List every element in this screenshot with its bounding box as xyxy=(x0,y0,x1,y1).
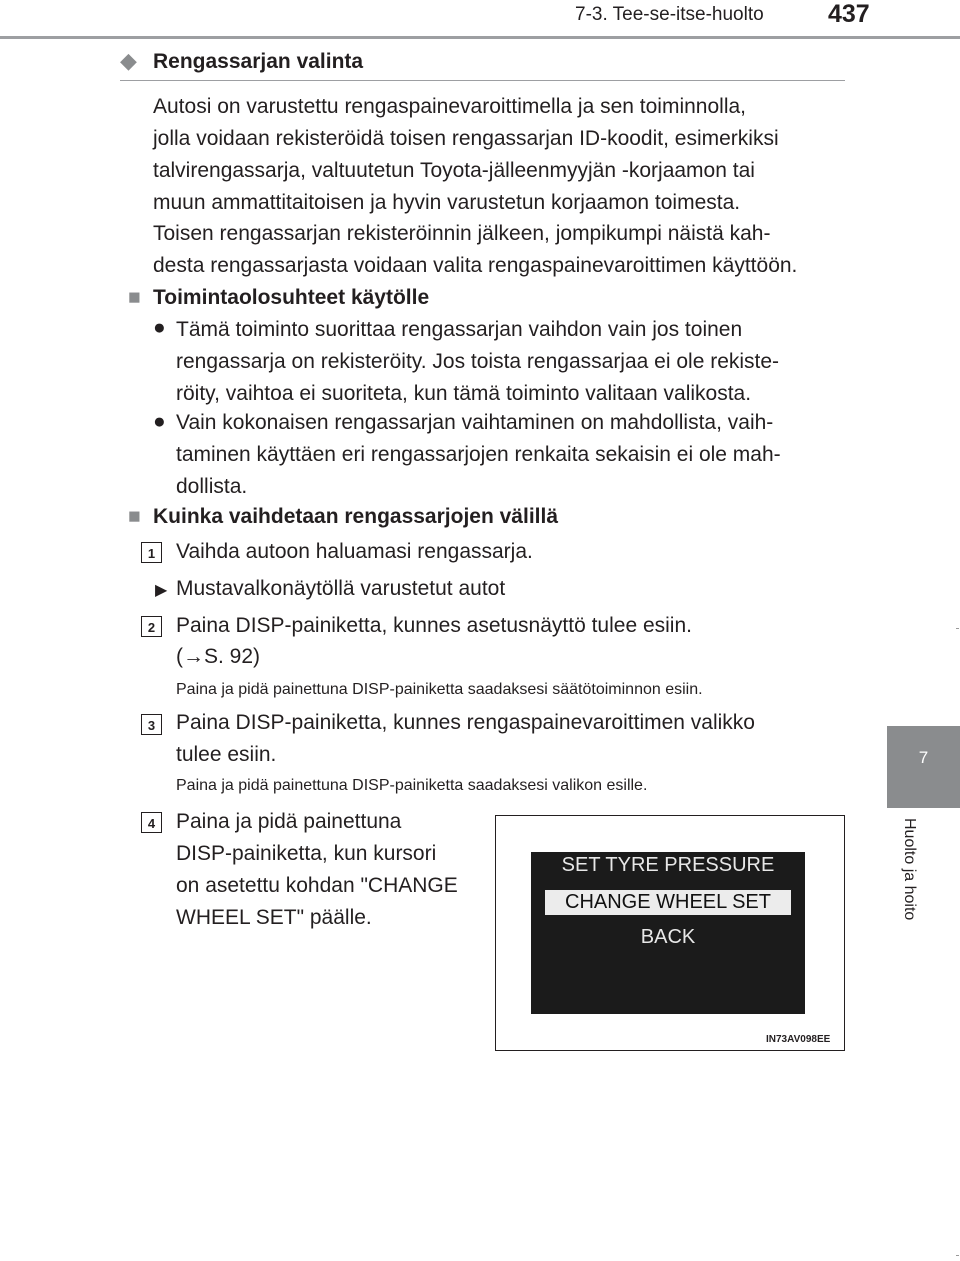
text-line: tulee esiin. xyxy=(176,743,277,766)
chapter-title: Huolto ja hoito xyxy=(901,818,918,921)
text-line: desta rengassarjasta voidaan valita rengaspainevaroittimen käyttöön. xyxy=(153,254,798,277)
square-bullet-icon: ■ xyxy=(128,505,141,528)
condition-bullet-2 xyxy=(176,407,838,503)
howto-heading: Kuinka vaihdetaan rengassarjojen välillä xyxy=(153,505,558,528)
text-line: Tämä toiminto suorittaa rengassarjan vaihdon vain jos toinen xyxy=(176,318,743,341)
section-title: Rengassarjan valinta xyxy=(153,50,364,73)
text-line: Paina DISP-painiketta, kunnes rengaspainevaroittimen valikko xyxy=(176,711,755,734)
intro-paragraph-2 xyxy=(153,218,838,282)
text-line: röity, vaihtoa ei suoriteta, kun tämä toiminto valitaan valikosta. xyxy=(176,382,752,405)
text-line: on asetettu kohdan "CHANGE xyxy=(176,874,458,897)
step-number-2: 2 xyxy=(141,616,162,637)
step-1-text: Vaihda autoon haluamasi rengassarja. xyxy=(176,540,533,563)
figure-code: IN73AV098EE xyxy=(766,1034,831,1045)
dot-bullet-icon: ● xyxy=(153,316,166,339)
arrow-right-icon: ▶ xyxy=(155,582,168,599)
step-number-4: 4 xyxy=(141,812,162,833)
text-line: muun ammattitaitoisen ja hyvin varustetun korjaamon toimesta. xyxy=(153,191,741,214)
text-line: DISP-painiketta, kun kursori xyxy=(176,842,437,865)
chapter-tab xyxy=(887,726,960,808)
diamond-icon: ◆ xyxy=(120,48,137,73)
text-line: taminen käyttäen eri rengassarjojen renkaita sekaisin ei ole mah- xyxy=(176,443,781,466)
step-3-note: Paina ja pidä painettuna DISP-painiketta saadaksesi valikon esille. xyxy=(176,777,648,794)
edge-tick xyxy=(956,1255,959,1256)
text-line: talvirengassarja, valtuutetun Toyota-jälleenmyyjän -korjaamon tai xyxy=(153,159,755,182)
page-number: 437 xyxy=(828,0,870,28)
header-divider xyxy=(0,36,960,39)
text-line: rengassarja on rekisteröity. Jos toista rengassarjaa ei ole rekiste- xyxy=(176,350,780,373)
running-header-section: 7-3. Tee-se-itse-huolto xyxy=(575,4,764,25)
chapter-number: 7 xyxy=(918,748,929,767)
display-screen xyxy=(531,852,805,1014)
intro-paragraph-1 xyxy=(153,91,838,219)
menu-item-change-wheel-set-selected: CHANGE WHEEL SET xyxy=(545,890,791,915)
step-number-1: 1 xyxy=(141,542,162,563)
title-divider xyxy=(120,80,845,81)
step-4-text xyxy=(176,806,476,934)
dot-bullet-icon: ● xyxy=(153,410,166,433)
step-number-3: 3 xyxy=(141,714,162,735)
text-line: Paina ja pidä painettuna xyxy=(176,810,402,833)
step-2-note: Paina ja pidä painettuna DISP-painiketta saadaksesi säätötoiminnon esiin. xyxy=(176,681,703,698)
text-line: Toisen rengassarjan rekisteröinnin jälkeen, jompikumpi näistä kah- xyxy=(153,222,771,245)
step-2-text: Paina DISP-painiketta, kunnes asetusnäyttö tulee esiin. xyxy=(176,614,692,637)
conditions-heading: Toimintaolosuhteet käytölle xyxy=(153,286,430,309)
menu-item-back: BACK xyxy=(640,926,696,948)
edge-tick xyxy=(956,628,959,629)
text-line: dollista. xyxy=(176,475,248,498)
condition-bullet-1 xyxy=(176,314,838,410)
text-line: Vain kokonaisen rengassarjan vaihtaminen on mahdollista, vaih- xyxy=(176,411,774,434)
step-2-reference: (→S. 92) xyxy=(176,645,261,668)
square-bullet-icon: ■ xyxy=(128,286,141,309)
menu-item-set-tyre-pressure: SET TYRE PRESSURE xyxy=(561,854,775,876)
text-line: jolla voidaan rekisteröidä toisen rengassarjan ID-koodit, esimerkiksi xyxy=(153,127,779,150)
step-3-text xyxy=(176,707,838,771)
text-line: WHEEL SET" päälle. xyxy=(176,906,372,929)
text-line: Autosi on varustettu rengaspainevaroittimella ja sen toiminnolla, xyxy=(153,95,746,118)
vehicle-variant-subheading: Mustavalkonäytöllä varustetut autot xyxy=(176,577,506,600)
